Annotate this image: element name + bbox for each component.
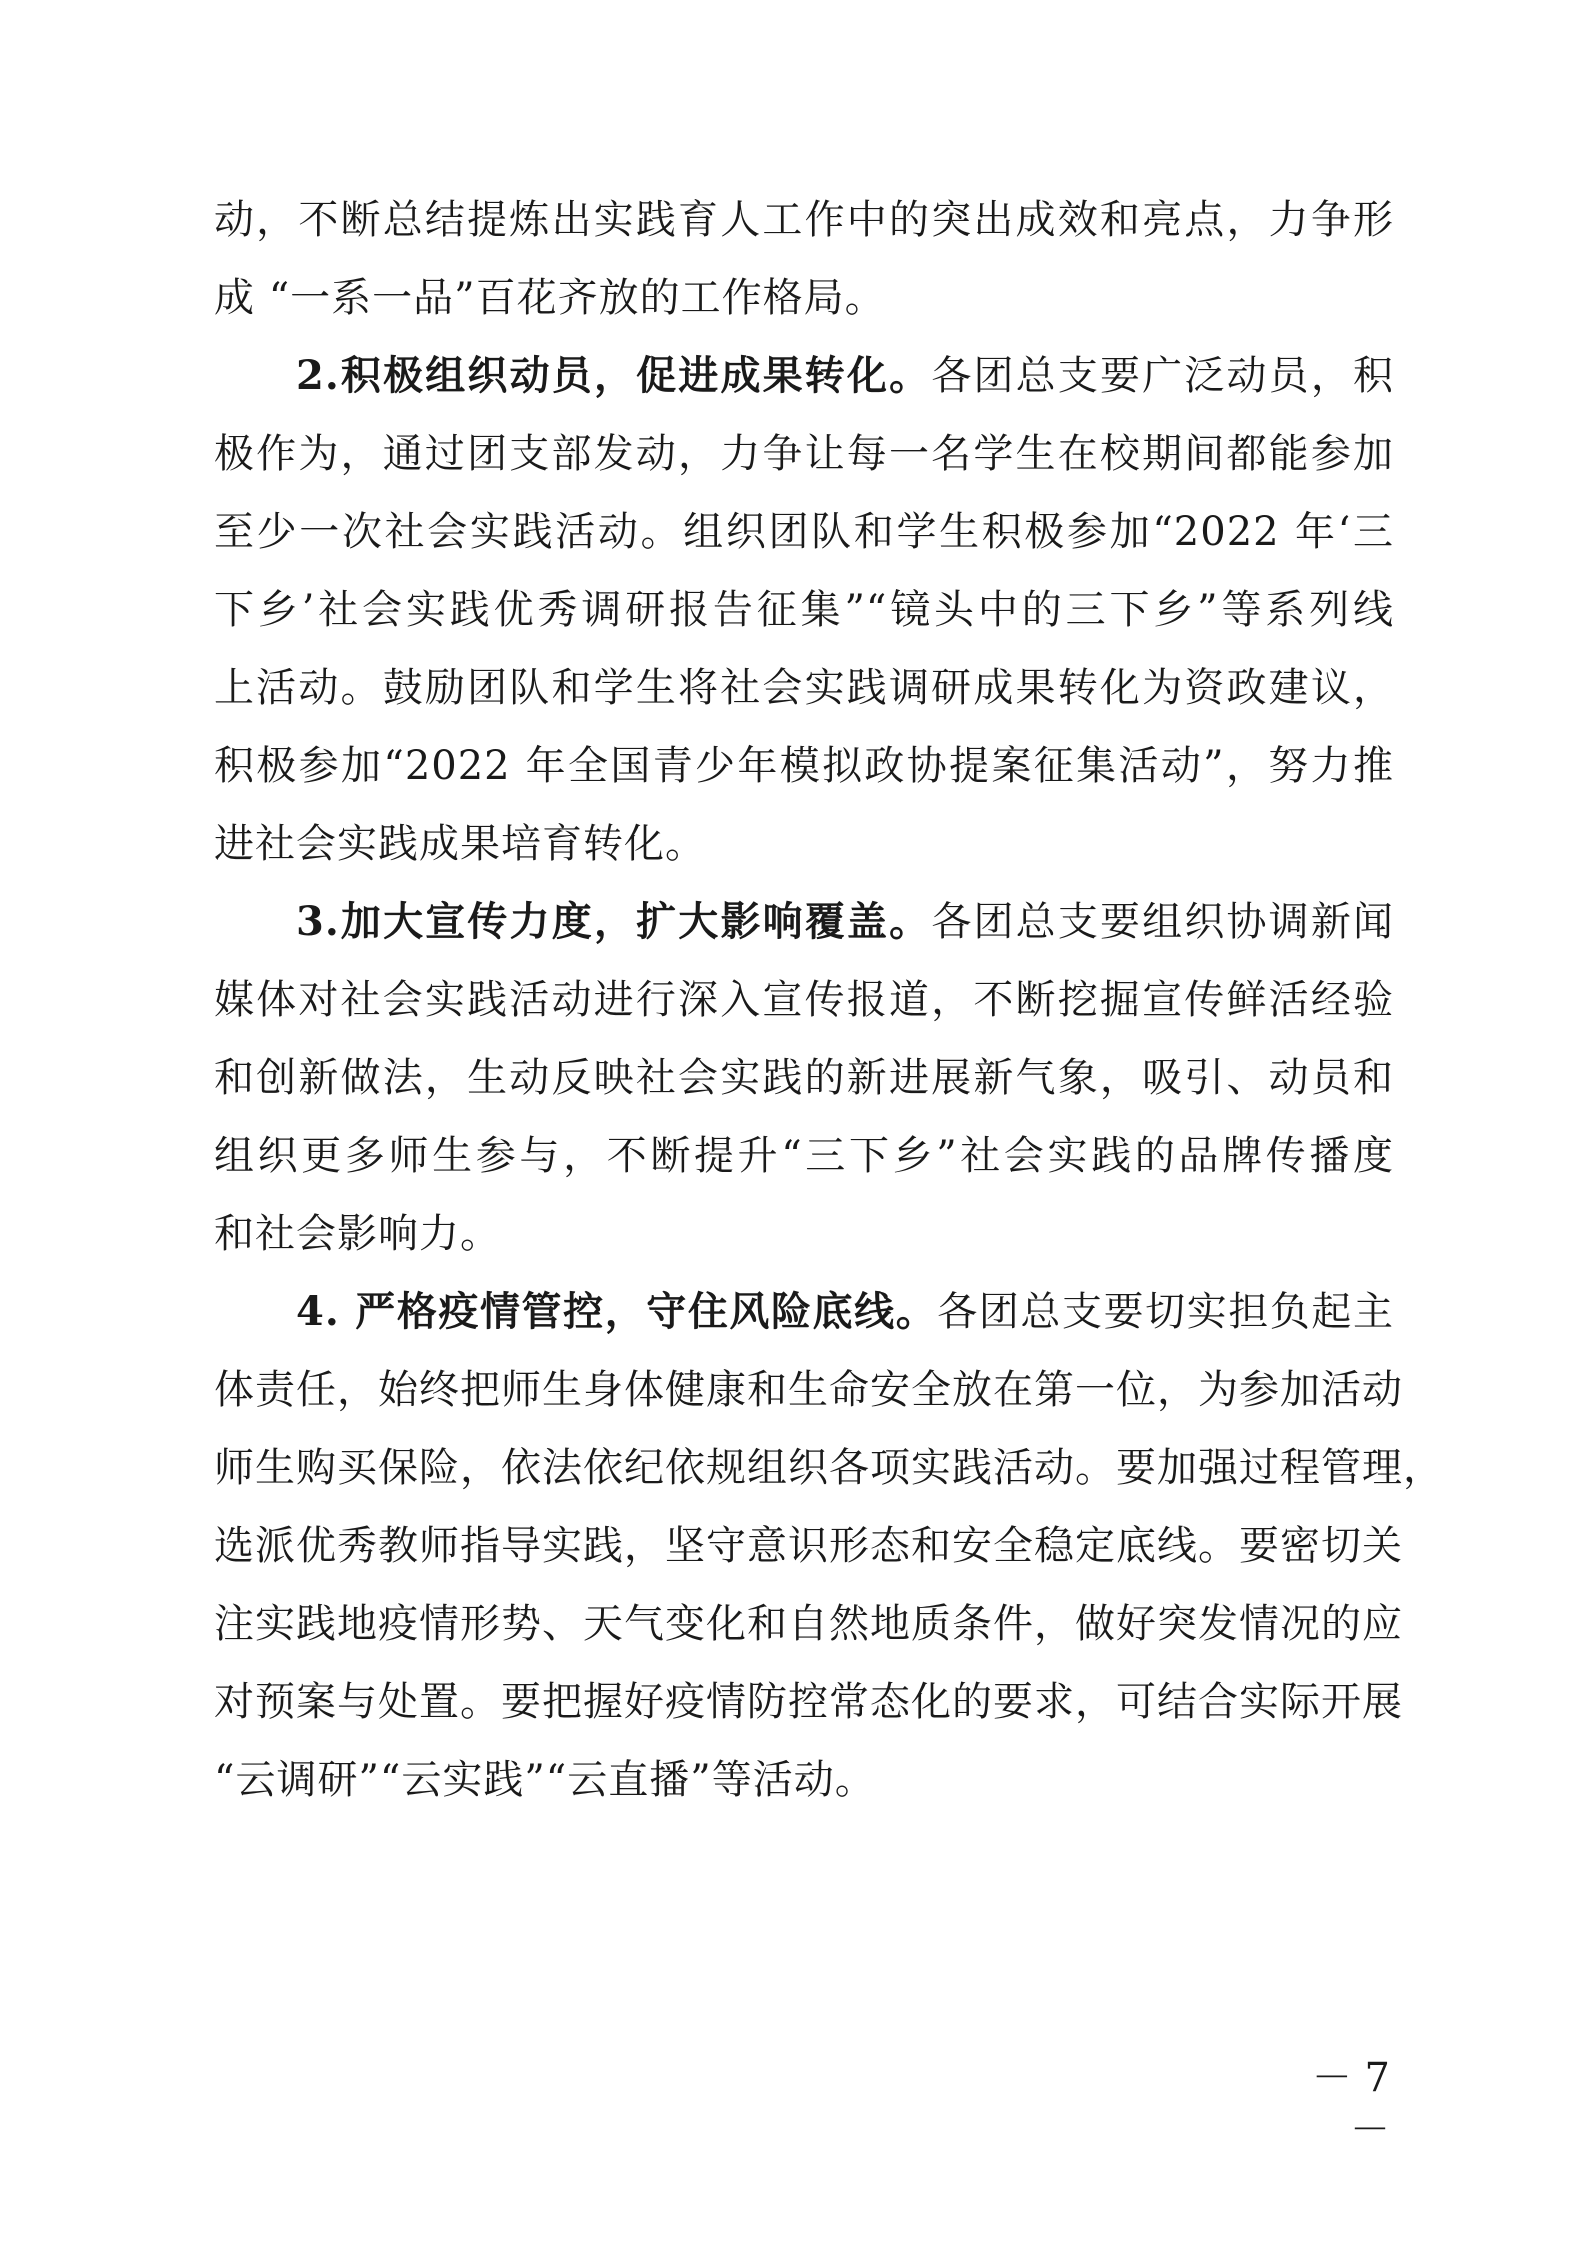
item-3-heading: 3.加大宣传力度，扩大影响覆盖。: [296, 898, 932, 945]
paragraph-line: 对预案与处置。要把握好疫情防控常态化的要求，可结合实际开展: [214, 1679, 1403, 1725]
item-2-heading: 2.积极组织动员，促进成果转化。: [296, 352, 932, 399]
paragraph-line: 至少一次社会实践活动。组织团队和学生积极参加“2022 年‘三: [214, 509, 1394, 555]
item-4-first-line-text: 各团总支要切实担负起主: [937, 1289, 1395, 1335]
paragraph-line: 师生购买保险，依法依纪依规组织各项实践活动。要加强过程管理，: [214, 1445, 1444, 1491]
paragraph-line: 组织更多师生参与，不断提升“三下乡”社会实践的品牌传播度: [214, 1133, 1394, 1179]
item-2-first-line: [296, 350, 1394, 402]
paragraph-line: 下乡’社会实践优秀调研报告征集”“镜头中的三下乡”等系列线: [214, 587, 1394, 633]
paragraph-line: 选派优秀教师指导实践，坚守意识形态和安全稳定底线。要密切关: [214, 1523, 1403, 1569]
item-3-first-line-text: 各团总支要组织协调新闻: [931, 899, 1395, 945]
paragraph-line: “云调研”“云实践”“云直播”等活动。: [214, 1757, 876, 1803]
paragraph-line: 上活动。鼓励团队和学生将社会实践调研成果转化为资政建议，: [214, 665, 1394, 711]
paragraph-line: 积极参加“2022 年全国青少年模拟政协提案征集活动”，努力推: [214, 743, 1394, 789]
paragraph-line: 和创新做法，生动反映社会实践的新进展新气象，吸引、动员和: [214, 1055, 1394, 1101]
paragraph-line: 和社会影响力。: [214, 1211, 501, 1257]
paragraph-line: 体责任，始终把师生身体健康和生命安全放在第一位，为参加活动: [214, 1367, 1403, 1413]
item-2-first-line-text: 各团总支要广泛动员，积: [931, 353, 1395, 399]
item-3-first-line: [296, 896, 1394, 948]
page-number: － 7 －: [1311, 2055, 1390, 2153]
paragraph-line: 注实践地疫情形势、天气变化和自然地质条件，做好突发情况的应: [214, 1601, 1403, 1647]
paragraph-line: 进社会实践成果培育转化。: [214, 821, 706, 867]
paragraph-line: 极作为，通过团支部发动，力争让每一名学生在校期间都能参加: [214, 431, 1394, 477]
item-4-heading: 4. 严格疫情管控，守住风险底线。: [296, 1288, 938, 1335]
paragraph-line: 成 “一系一品”百花齐放的工作格局。: [214, 275, 886, 321]
item-4-first-line: [296, 1286, 1394, 1338]
paragraph-line: 媒体对社会实践活动进行深入宣传报道，不断挖掘宣传鲜活经验: [214, 977, 1394, 1023]
paragraph-line: 动，不断总结提炼出实践育人工作中的突出成效和亮点，力争形: [214, 197, 1394, 243]
